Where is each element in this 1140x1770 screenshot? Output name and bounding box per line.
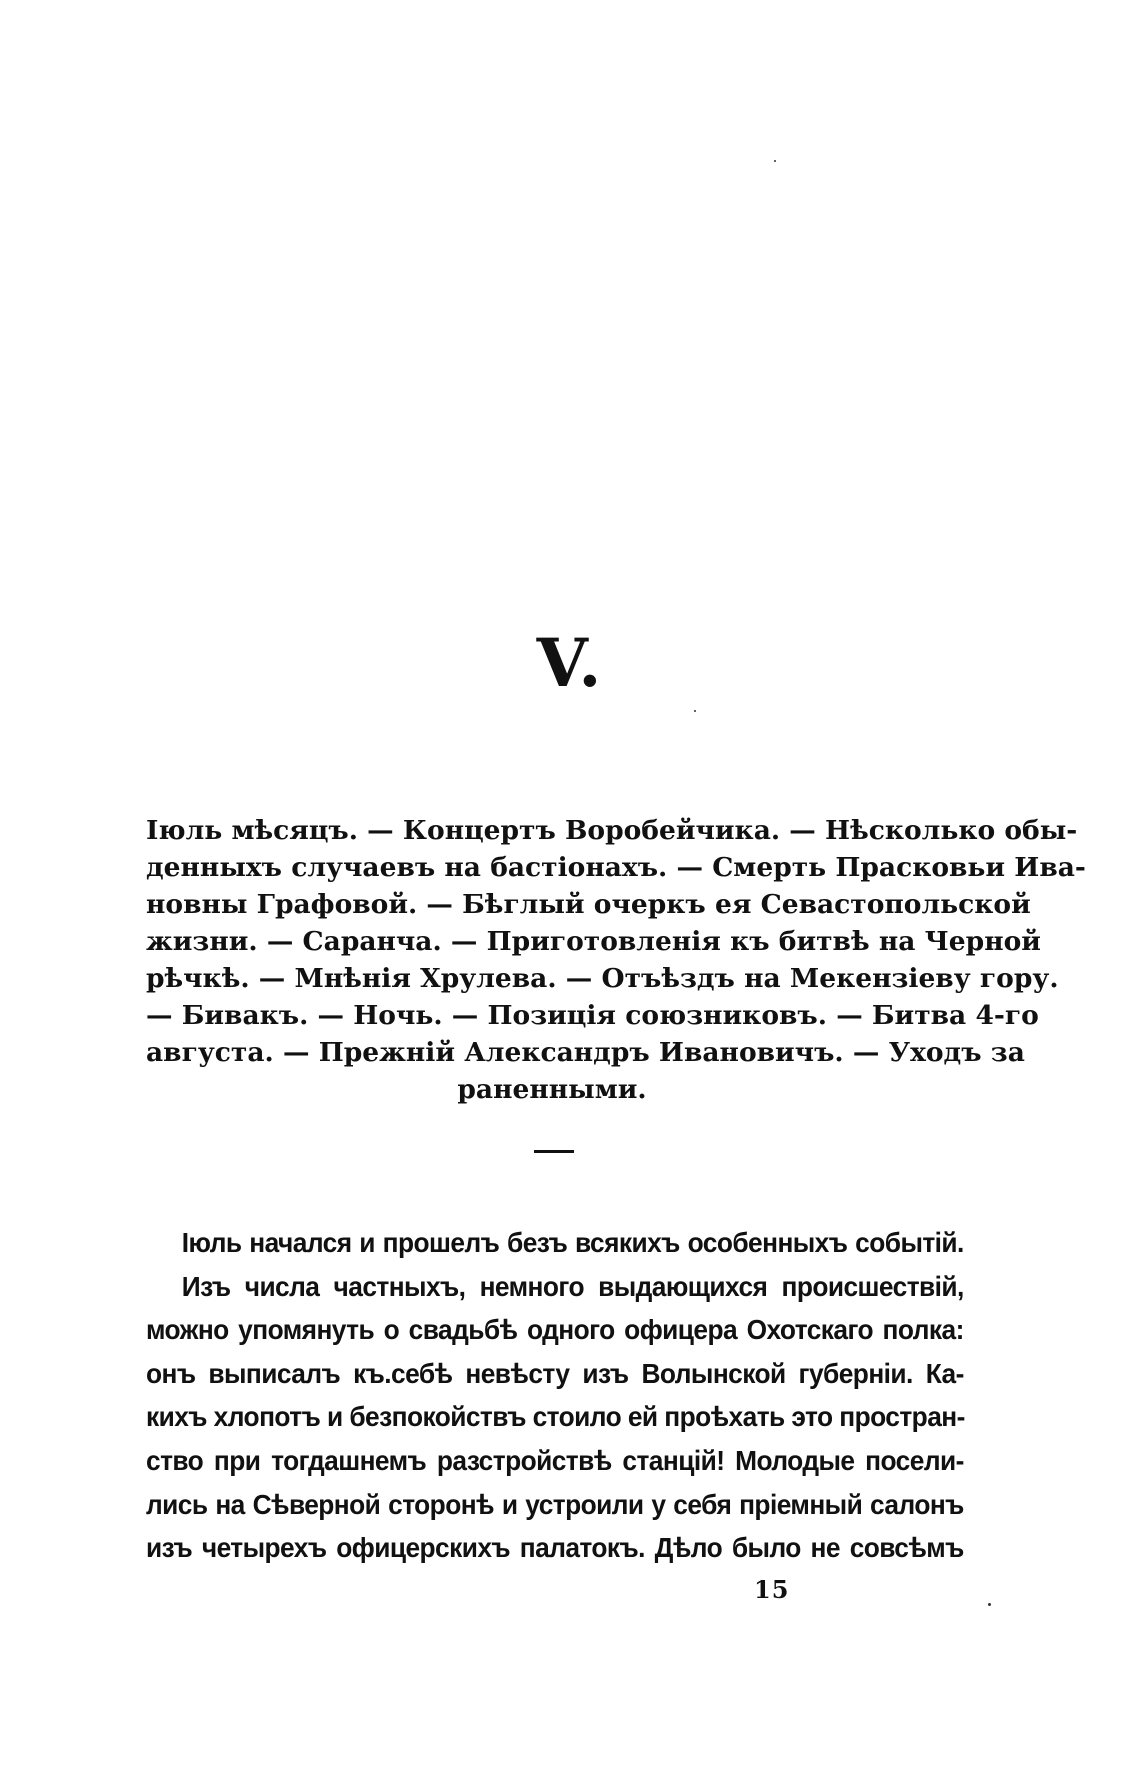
- body-text: [146, 1221, 965, 1570]
- body-line: лись на Сѣверной сторонѣ и устроили у себя пріемный салонъ: [146, 1488, 964, 1520]
- body-line: онъ выписалъ къ.себѣ невѣсту изъ Волынской губерніи. Ка-: [146, 1357, 964, 1389]
- chapter-number: V.: [536, 624, 604, 702]
- body-line: Іюль начался и прошелъ безъ всякихъ особенныхъ событій.: [181, 1227, 964, 1258]
- scan-speck: [694, 710, 696, 712]
- summary-line: — Бивакъ. — Ночь. — Позиція союзниковъ. — Битва 4-го: [146, 1000, 1039, 1031]
- body-line: можно упомянуть о свадьбѣ одного офицера Охотскаго полка:: [146, 1314, 964, 1346]
- summary-line: рѣчкѣ. — Мнѣнія Хрулева. — Отъѣздъ на Мекензіеву гору.: [146, 963, 1059, 994]
- body-line: изъ четырехъ офицерскихъ палатокъ. Дѣло было не совсѣмъ: [146, 1532, 964, 1564]
- summary-line: денныхъ случаевъ на бастіонахъ. — Смерть Прасковьи Ива-: [146, 852, 1086, 883]
- summary-line: раненными.: [457, 1074, 647, 1105]
- chapter-summary: [146, 812, 1086, 1108]
- scan-speck: [988, 1603, 991, 1606]
- summary-line: жизни. — Саранча. — Приготовленія къ битвѣ на Черной: [146, 926, 1041, 957]
- page-number: 15: [754, 1575, 790, 1604]
- summary-line: новны Графовой. — Бѣглый очеркъ ея Севастопольской: [146, 889, 1031, 920]
- section-divider: [534, 1150, 574, 1153]
- summary-line: августа. — Прежній Александръ Ивановичъ. — Уходъ за: [146, 1037, 1025, 1068]
- body-line: Изъ числа частныхъ, немного выдающихся происшествій,: [181, 1270, 964, 1302]
- summary-line: Іюль мѣсяцъ. — Концертъ Воробейчика. — Нѣсколько обы-: [146, 815, 1078, 846]
- body-line: кихъ хлопотъ и безпокойствъ стоило ей проѣхать это простран-: [146, 1401, 965, 1433]
- scan-speck: [774, 160, 776, 162]
- body-line: ство при тогдашнемъ разстройствѣ станцій! Молодые посели-: [146, 1444, 964, 1476]
